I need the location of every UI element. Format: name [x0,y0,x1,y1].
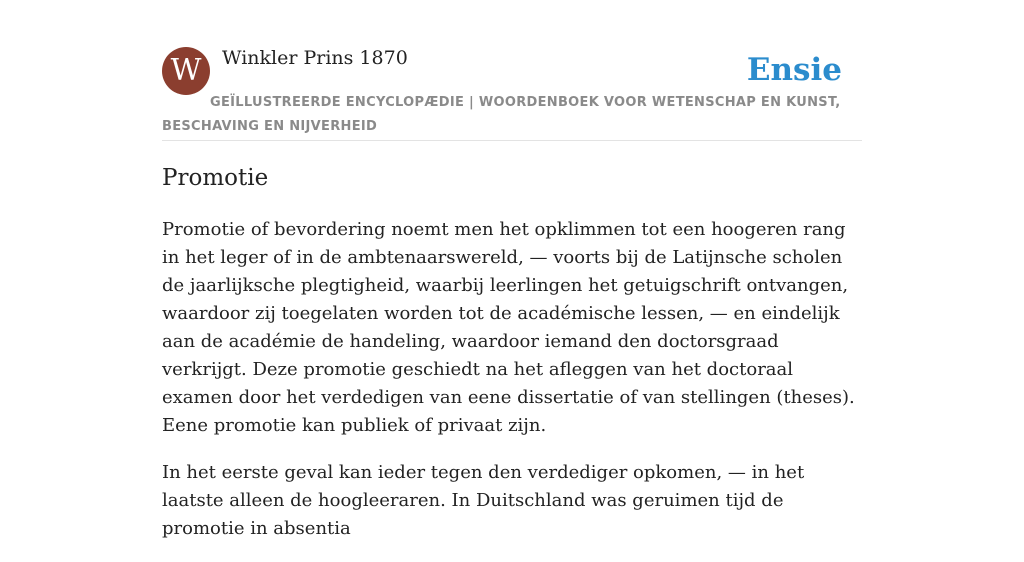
article-paragraph-2: In het eerste geval kan ieder tegen den verdediger opkomen, — in het laatste alleen de hoogleeraren. In Duitschland was geruimen tijd de promotie in absentia [162,462,805,539]
book-avatar[interactable]: W [162,47,210,95]
article-title: Promotie [162,165,269,191]
article-paragraph-1: Promotie of bevordering noemt men het opklimmen tot een hoogeren rang in het leger of in de ambtenaarswereld, — voorts bij de Latijnsche scholen de jaarlijksche plegtigheid, waarbij leerlingen het getuigschrift ontvangen, waardoor zij toegelaten worden tot de académische lessen, — en eindelijk aan de académie de handeling, waardoor iemand den doctorsgraad verkrijgt. Deze promotie geschiedt na het afleggen van het doctoraal examen door het verdedigen van eene dissertatie of van stellingen (theses). Eene promotie kan publiek of privaat zijn. [162,219,855,436]
book-header [162,46,862,141]
book-title-link[interactable]: Winkler Prins 1870 [222,47,408,69]
ensie-logo[interactable]: Ensie [746,52,842,88]
book-subtitle: GEÏLLUSTREERDE ENCYCLOPÆDIE | WOORDENBOEK VOOR WETENSCHAP EN KUNST, BESCHAVING EN NIJVERHEID [162,95,841,134]
article-body [162,216,862,562]
